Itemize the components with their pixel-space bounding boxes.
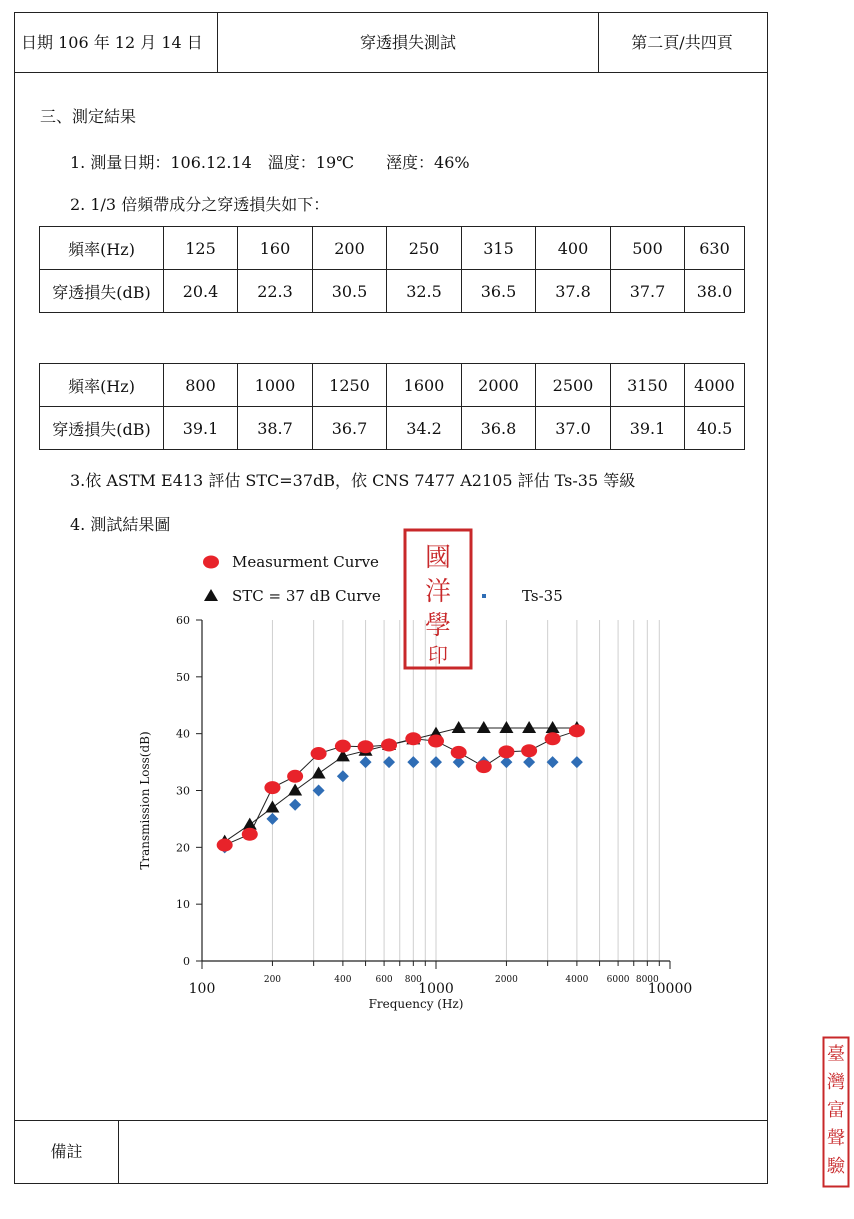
table-cell: 125 [164, 227, 238, 270]
data-point [287, 770, 303, 783]
data-point [452, 721, 466, 733]
table-cell: 38.0 [685, 270, 745, 313]
table-cell: 2500 [536, 364, 611, 407]
chart-caption: 4. 測試結果圖 [70, 515, 171, 534]
table-cell: 34.2 [387, 407, 462, 450]
table-cell: 36.8 [462, 407, 536, 450]
table-cell: 36.7 [313, 407, 387, 450]
data-point [217, 839, 233, 852]
section-heading: 三、測定結果 [40, 107, 137, 126]
y-axis-title: Transmission Loss(dB) [138, 731, 152, 870]
data-point [523, 756, 535, 768]
university-seal-stamp [403, 528, 473, 670]
data-point [521, 744, 537, 757]
table-cell: 630 [685, 227, 745, 270]
remarks-label: 備註 [15, 1121, 119, 1183]
data-point [499, 721, 513, 733]
header-title: 穿透損失測試 [217, 13, 599, 72]
data-point [337, 770, 349, 782]
legend-label: Ts-35 [522, 587, 563, 605]
stamp-glyph: 驗 [827, 1156, 845, 1177]
legend-label: STC = 37 dB Curve [232, 587, 381, 605]
data-point [313, 785, 325, 797]
y-tick-label: 20 [176, 841, 190, 855]
table-cell: 315 [462, 227, 536, 270]
stc-evaluation: 3.依 ASTM E413 評估 STC=37dB，依 CNS 7477 A2105 評估 Ts-35 等級 [70, 471, 636, 490]
stamp-glyph: 聲 [827, 1128, 845, 1149]
data-point [451, 746, 467, 759]
chart-legend [203, 553, 563, 605]
y-tick-label: 30 [176, 784, 190, 798]
table-cell: 3150 [611, 364, 685, 407]
stamp-glyph: 臺 [827, 1044, 845, 1065]
data-point [476, 760, 492, 773]
lab-side-stamp [822, 1036, 850, 1188]
data-point [358, 740, 374, 753]
data-point [288, 784, 302, 796]
stamp-glyph: 灣 [827, 1072, 845, 1093]
header-page-number: 第二頁/共四頁 [631, 33, 733, 52]
y-tick-label: 60 [176, 614, 190, 627]
y-tick-label: 50 [176, 670, 190, 684]
data-point [430, 756, 442, 768]
table-cell: 37.0 [536, 407, 611, 450]
x-tick-label: 4000 [565, 975, 589, 985]
y-tick-label: 40 [176, 727, 190, 741]
data-point [569, 724, 585, 737]
table-cell: 37.8 [536, 270, 611, 313]
table-caption: 2. 1/3 倍頻帶成分之穿透損失如下： [70, 195, 330, 214]
legend-marker [203, 556, 219, 569]
data-point [360, 756, 372, 768]
table-cell: 160 [238, 227, 313, 270]
legend-marker [204, 589, 218, 601]
table-cell: 200 [313, 227, 387, 270]
data-point [571, 756, 583, 768]
seal-glyph: 洋 [424, 577, 452, 607]
loss-row-label: 穿透損失(dB) [40, 407, 164, 450]
table-cell: 20.4 [164, 270, 238, 313]
table-cell: 39.1 [611, 407, 685, 450]
freq-row-label: 頻率(Hz) [40, 364, 164, 407]
x-tick-label: 800 [404, 975, 422, 985]
x-axis-title: Frequency (Hz) [368, 997, 464, 1011]
table-cell: 800 [164, 364, 238, 407]
table-cell: 2000 [462, 364, 536, 407]
data-point [264, 781, 280, 794]
x-major-tick-label: 100 [188, 981, 216, 997]
legend-label: Measurment Curve [232, 553, 379, 571]
table-cell: 38.7 [238, 407, 313, 450]
x-tick-label: 600 [375, 975, 393, 985]
data-point [289, 799, 301, 811]
chart-grid [272, 620, 659, 961]
seal-glyph: 學 [424, 611, 452, 641]
data-point [266, 813, 278, 825]
freq-row-label: 頻率(Hz) [40, 227, 164, 270]
table-cell: 400 [536, 227, 611, 270]
table-cell: 4000 [685, 364, 745, 407]
table-cell: 37.7 [611, 270, 685, 313]
data-point [407, 756, 419, 768]
data-point [428, 735, 444, 748]
table-cell: 22.3 [238, 270, 313, 313]
data-point [242, 828, 258, 841]
stamp-glyph: 富 [827, 1100, 845, 1121]
x-tick-label: 6000 [606, 975, 630, 985]
data-point [547, 756, 559, 768]
legend-marker [482, 594, 486, 598]
seal-glyph: 印 [428, 643, 448, 667]
data-point [265, 801, 279, 813]
data-point [477, 721, 491, 733]
table-cell: 500 [611, 227, 685, 270]
y-tick-label: 0 [183, 955, 190, 968]
x-tick-label: 400 [334, 975, 352, 985]
table-cell: 36.5 [462, 270, 536, 313]
data-point [498, 745, 514, 758]
table-cell: 1600 [387, 364, 462, 407]
chart-axes [138, 614, 692, 1011]
header-date: 日期 106 年 12 月 14 日 [21, 33, 203, 52]
data-point [545, 732, 561, 745]
table-cell: 1250 [313, 364, 387, 407]
table-cell: 39.1 [164, 407, 238, 450]
table-cell: 1000 [238, 364, 313, 407]
loss-row-label: 穿透損失(dB) [40, 270, 164, 313]
data-point [522, 721, 536, 733]
x-tick-label: 200 [263, 975, 282, 985]
data-point [335, 740, 351, 753]
data-point [381, 739, 397, 752]
table-cell: 30.5 [313, 270, 387, 313]
x-major-tick-label: 1000 [418, 981, 454, 997]
x-major-tick-label: 10000 [647, 981, 693, 997]
seal-glyph: 國 [424, 543, 452, 573]
table-cell: 250 [387, 227, 462, 270]
data-point [383, 756, 395, 768]
measurement-conditions: 1. 測量日期：106.12.14 溫度：19℃ 溼度：46% [70, 153, 470, 172]
table-cell: 40.5 [685, 407, 745, 450]
data-point [405, 732, 421, 745]
table-cell: 32.5 [387, 270, 462, 313]
x-tick-label: 8000 [635, 975, 659, 985]
x-tick-label: 2000 [494, 975, 518, 985]
y-tick-label: 10 [176, 898, 190, 912]
data-point [311, 747, 327, 760]
chart-series [217, 721, 585, 853]
